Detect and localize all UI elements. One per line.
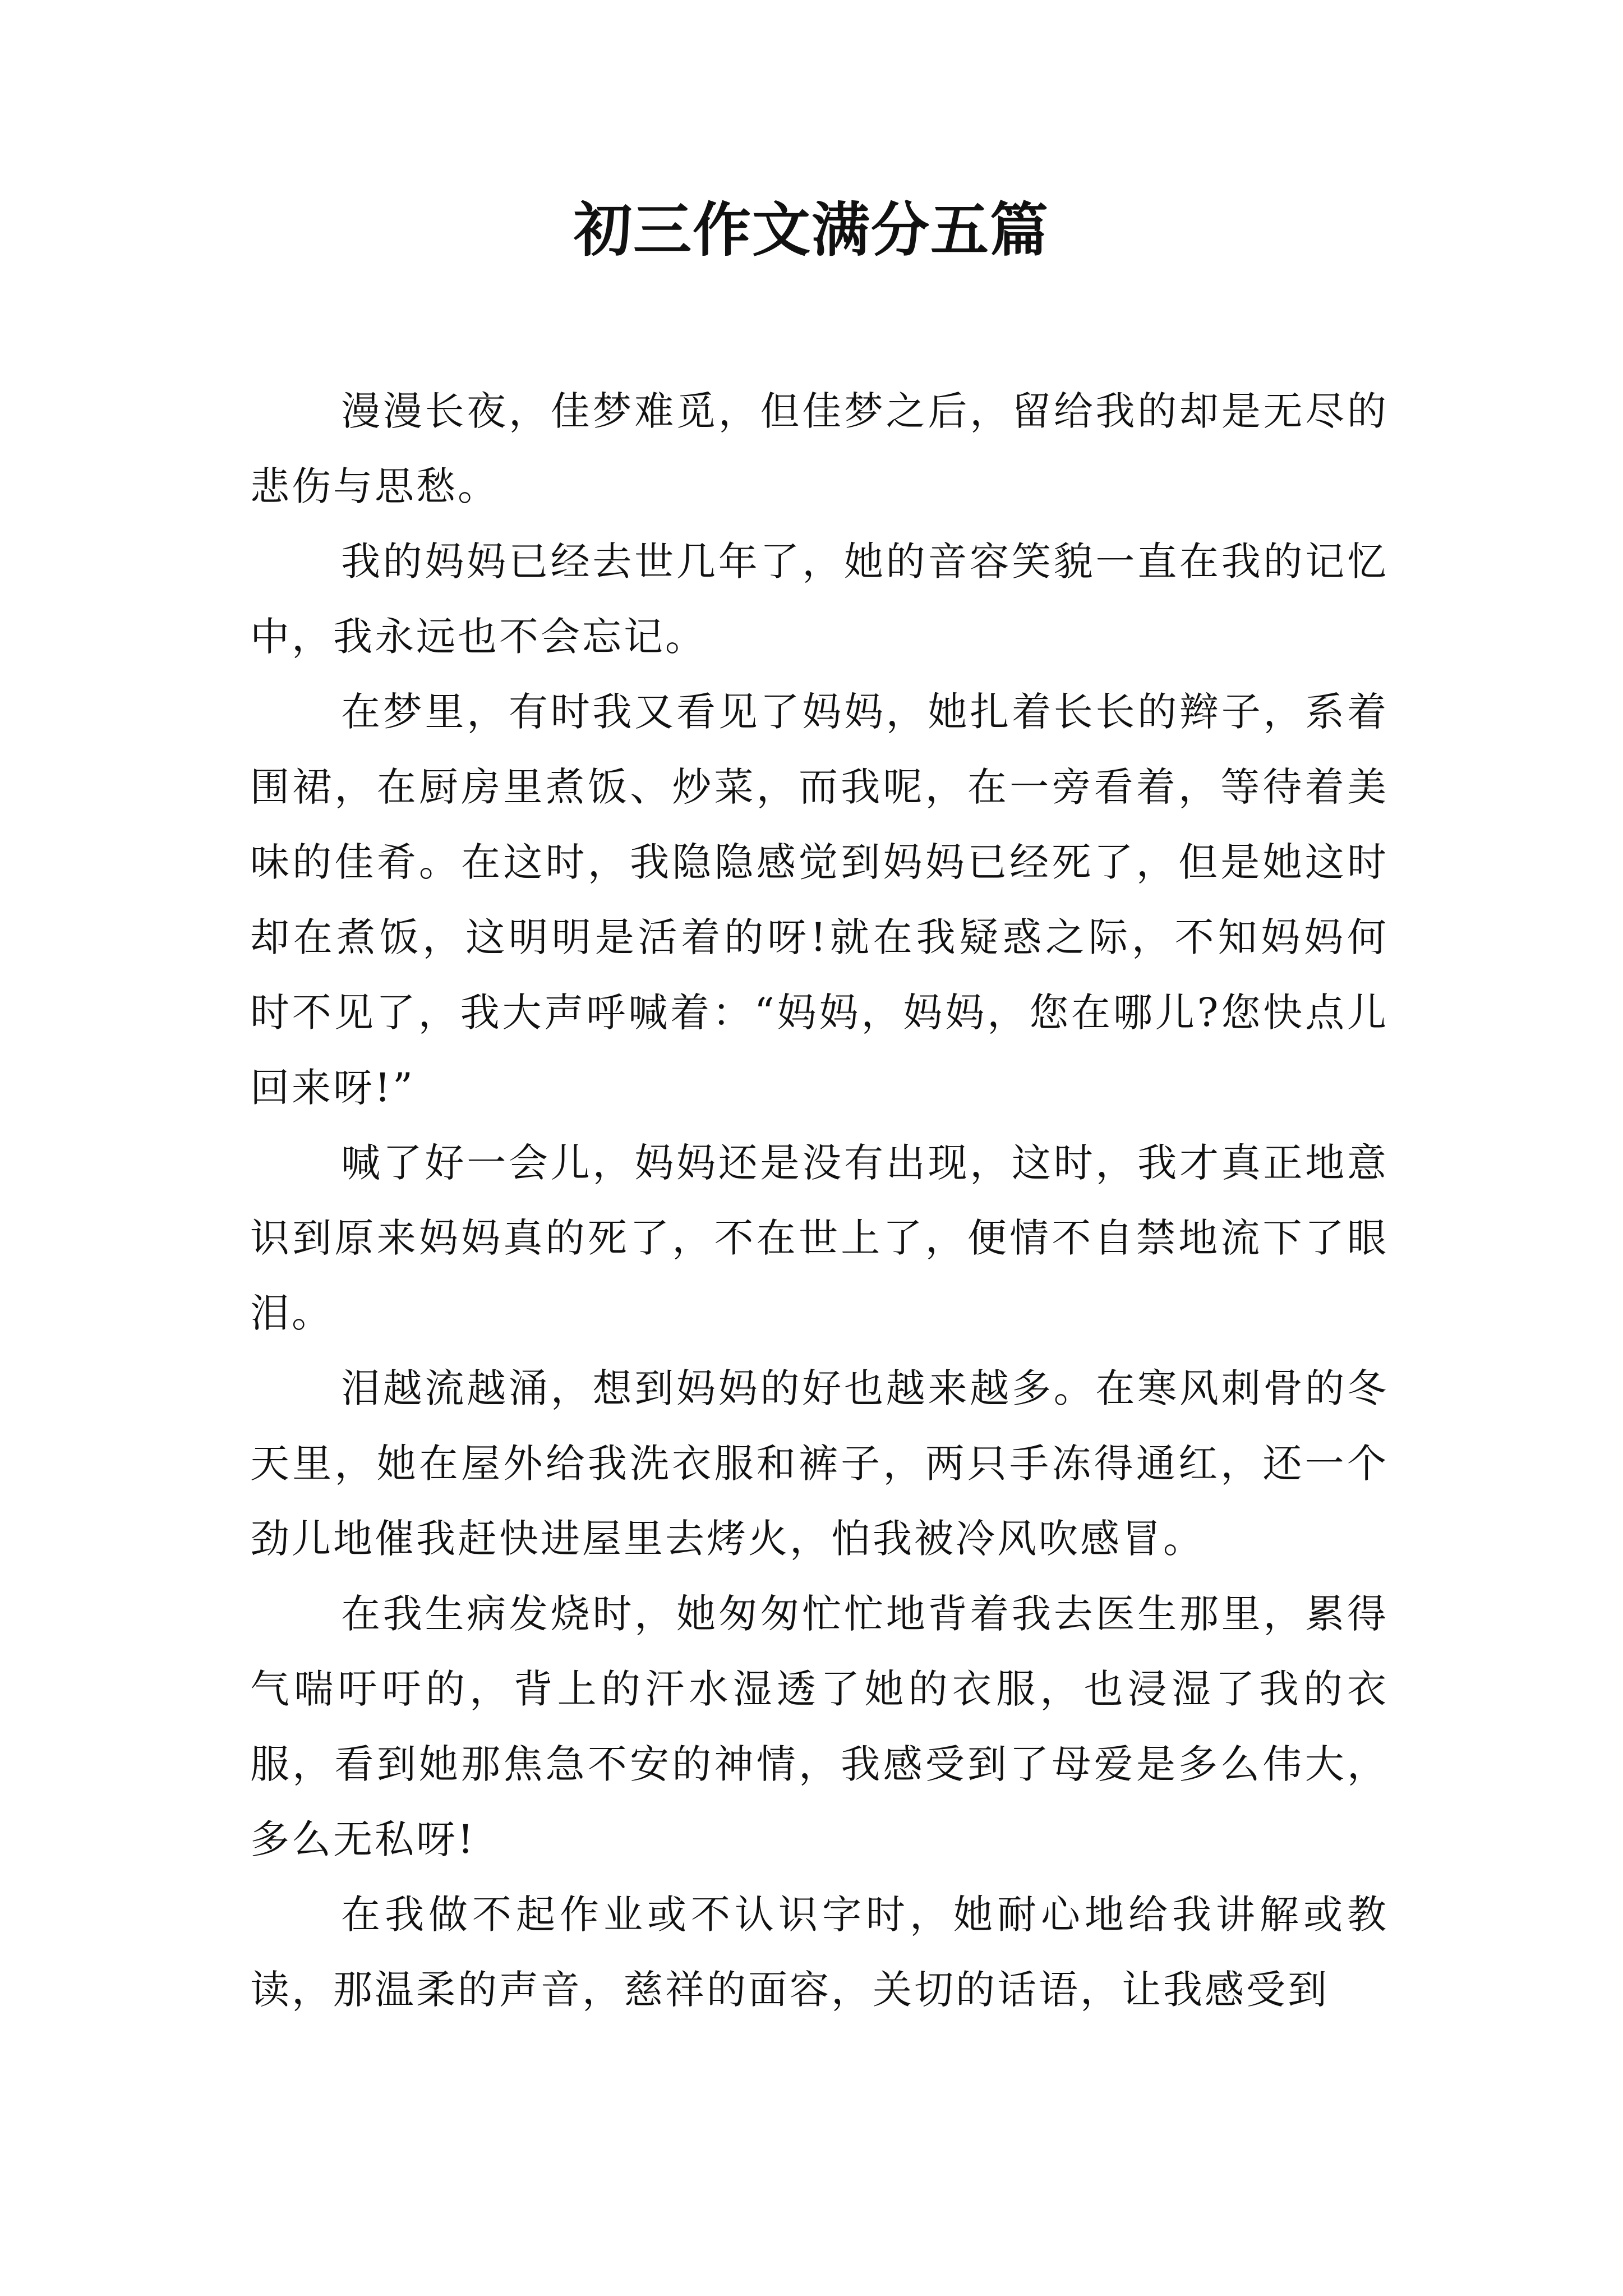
document-body (250, 374, 1389, 2027)
document-title: 初三作文满分五篇 (573, 195, 1049, 264)
paragraph: 我的妈妈已经去世几年了，她的音容笑貌一直在我的记忆中，我永远也不会忘记。 (250, 539, 1389, 660)
paragraph: 在梦里，有时我又看见了妈妈，她扎着长长的辫子，系着围裙，在厨房里煮饭、炒菜，而我呢，在一旁看着，等待着美味的佳肴。在这时，我隐隐感觉到妈妈已经死了，但是她这时却在煮饭，这明明是活着的呀!就在我疑惑之际，不知妈妈何时不见了，我大声呼喊着：“妈妈，妈妈，您在哪儿?您快点儿回来呀!” (250, 689, 1389, 1111)
paragraph: 喊了好一会儿，妈妈还是没有出现，这时，我才真正地意识到原来妈妈真的死了，不在世上了，便情不自禁地流下了眼泪。 (250, 1140, 1389, 1336)
paragraph: 在我生病发烧时，她匆匆忙忙地背着我去医生那里，累得气喘吁吁的，背上的汗水湿透了她的衣服，也浸湿了我的衣服，看到她那焦急不安的神情，我感受到了母爱是多么伟大，多么无私呀! (250, 1591, 1389, 1862)
paragraph: 在我做不起作业或不认识字时，她耐心地给我讲解或教读，那温柔的声音，慈祥的面容，关切的话语，让我感受到 (250, 1892, 1389, 2013)
paragraph: 泪越流越涌，想到妈妈的好也越来越多。在寒风刺骨的冬天里，她在屋外给我洗衣服和裤子，两只手冻得通红，还一个劲儿地催我赶快进屋里去烤火，怕我被冷风吹感冒。 (250, 1365, 1389, 1562)
paragraph: 漫漫长夜，佳梦难觅，但佳梦之后，留给我的却是无尽的悲伤与思愁。 (250, 388, 1389, 509)
